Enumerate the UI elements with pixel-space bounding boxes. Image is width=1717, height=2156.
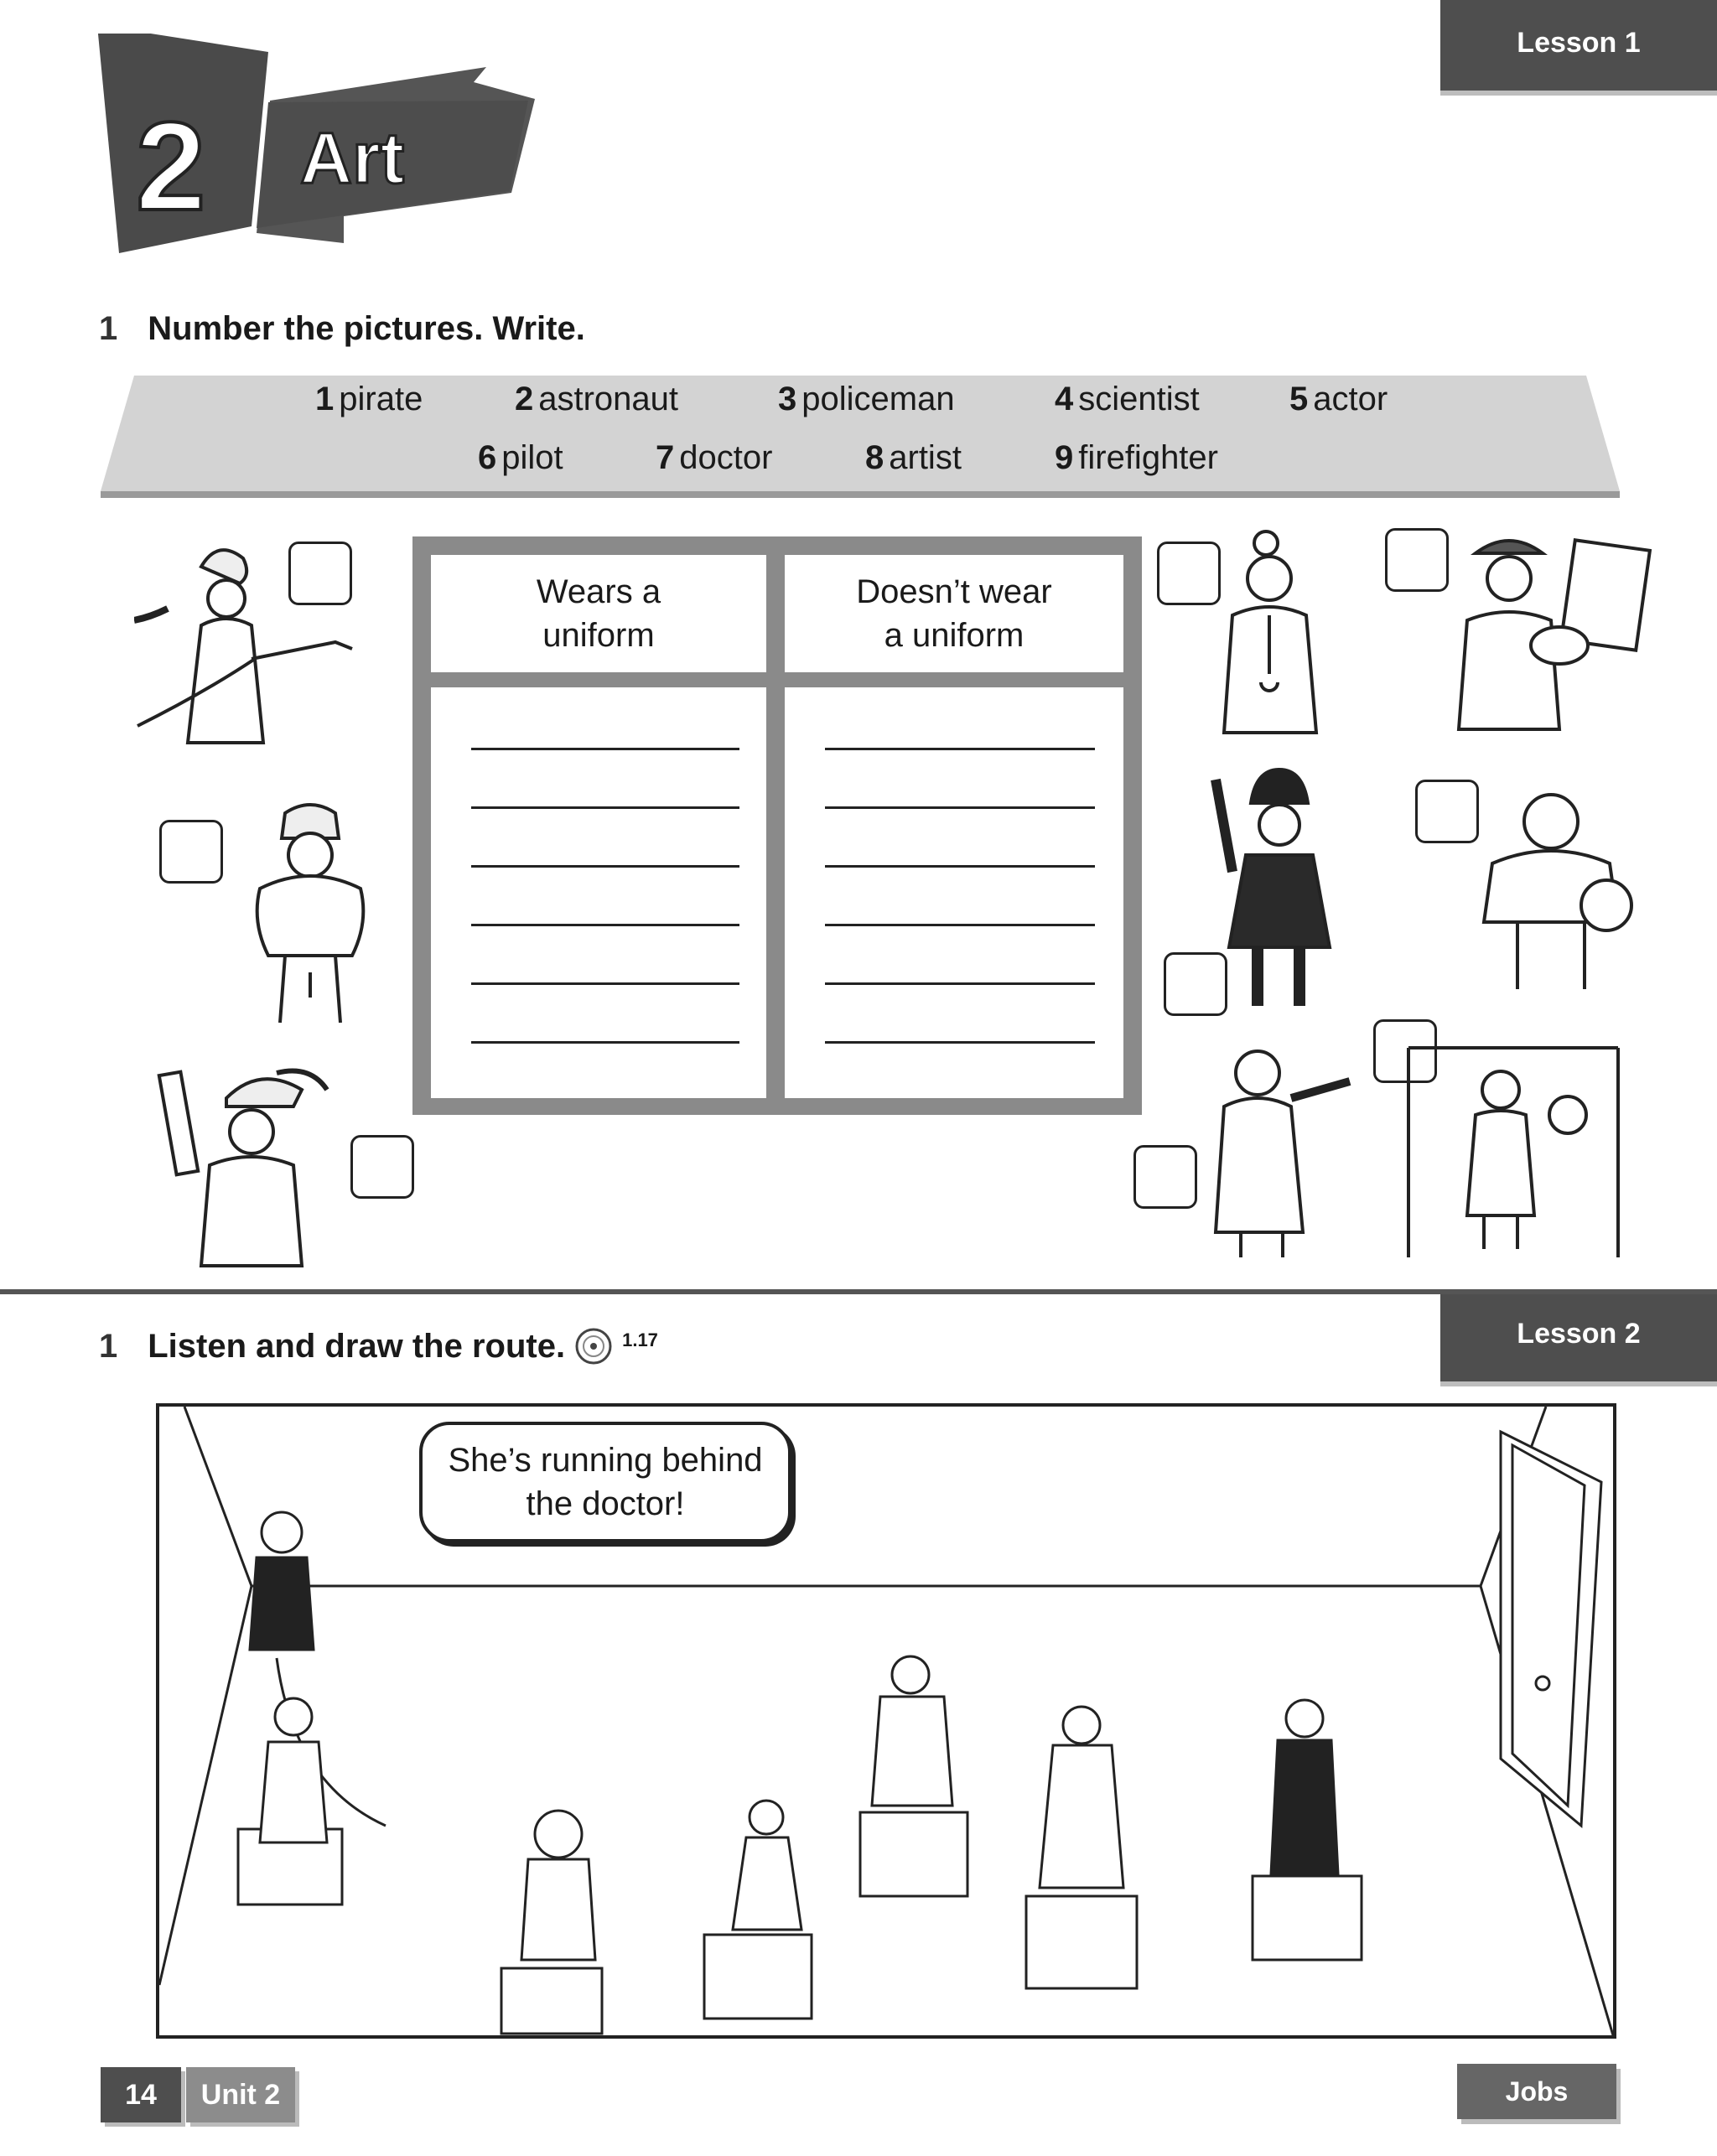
table-column-wears-uniform [431, 687, 766, 1098]
write-line[interactable] [471, 982, 739, 985]
word-bank-item: 6 pilot [478, 439, 563, 476]
word-bank-item: 7 doctor [656, 439, 773, 476]
firefighter-picture [134, 533, 386, 768]
write-line[interactable] [471, 806, 739, 809]
policeman-picture [1199, 763, 1350, 1014]
section-divider [0, 1289, 1717, 1294]
word-bank-item: 1 pirate [315, 381, 423, 417]
table-header-no-uniform: Doesn’t wear a uniform [785, 555, 1123, 672]
astronaut-picture [1467, 780, 1652, 998]
audio-cd-icon[interactable] [573, 1326, 614, 1366]
sorting-table [412, 536, 1142, 1115]
word-bank-item: 2 astronaut [515, 381, 679, 417]
footer-unit: Unit 2 [186, 2067, 295, 2122]
exercise2-instruction: 1 Listen and draw the route. 1.17 [99, 1326, 658, 1366]
table-header-wears-uniform: Wears a uniform [431, 555, 766, 672]
pilot-picture [226, 796, 386, 1031]
word-bank-item: 4 scientist [1055, 381, 1200, 417]
page-number: 14 [101, 2067, 181, 2122]
write-line[interactable] [471, 748, 739, 750]
lesson-1-tab: Lesson 1 [1440, 0, 1717, 91]
unit-number: 2 [136, 96, 206, 236]
word-bank-item: 9 firefighter [1055, 439, 1218, 476]
word-bank-item: 5 actor [1289, 381, 1388, 417]
write-line[interactable] [471, 1041, 739, 1044]
scientist-picture [1207, 1039, 1358, 1266]
pirate-picture [151, 1065, 352, 1274]
word-bank-item: 3 policeman [778, 381, 955, 417]
footer-topic: Jobs [1457, 2064, 1616, 2119]
number-box-pirate[interactable] [350, 1135, 414, 1199]
write-line[interactable] [825, 924, 1095, 926]
write-line[interactable] [825, 748, 1095, 750]
room-outline [159, 1407, 1613, 2035]
number-box-artist[interactable] [1385, 528, 1449, 592]
doctor-picture [1207, 523, 1333, 741]
write-line[interactable] [825, 982, 1095, 985]
word-bank-item: 8 artist [865, 439, 962, 476]
museum-scene[interactable] [156, 1403, 1616, 2039]
speech-bubble: She’s running behind the doctor! [419, 1422, 791, 1542]
number-box-scientist[interactable] [1133, 1145, 1197, 1209]
write-line[interactable] [471, 865, 739, 868]
unit-banner [92, 34, 545, 260]
lesson-2-tab: Lesson 2 [1440, 1291, 1717, 1381]
exercise1-instruction: 1 Number the pictures. Write. [99, 310, 585, 347]
write-line[interactable] [471, 924, 739, 926]
number-box-pilot[interactable] [159, 820, 223, 884]
write-line[interactable] [825, 1041, 1095, 1044]
write-line[interactable] [825, 806, 1095, 809]
artist-picture [1442, 520, 1652, 746]
unit-title: Art [300, 118, 405, 199]
word-bank [101, 376, 1618, 498]
table-column-no-uniform [785, 687, 1123, 1098]
actor-picture [1400, 1039, 1626, 1266]
audio-track-number: 1.17 [622, 1329, 658, 1350]
write-line[interactable] [825, 865, 1095, 868]
